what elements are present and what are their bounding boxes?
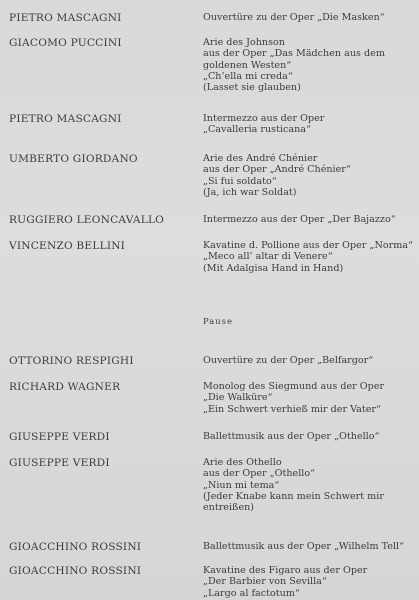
work-line: „Ch’ella mi creda“ [203,70,293,82]
work-line: aus der Oper „André Chénier“ [203,164,351,176]
work-line: aus der Oper „Othello“ [203,468,316,480]
composer-name: GIUSEPPE VERDI [9,457,110,469]
work-description [203,214,415,225]
work-line: (Mit Adalgisa Hand in Hand) [203,262,344,274]
work-line: (Ja, ich war Soldat) [203,186,297,198]
work-line: „Niun mi tema“ [203,479,280,491]
composer-name: RICHARD WAGNER [9,381,121,393]
work-description [203,541,415,552]
work-line: Ouvertüre zu der Oper „Belfargor“ [203,355,374,366]
work-line: Arie des André Chénier [203,153,318,164]
work-description [203,565,415,599]
composer-name: GIUSEPPE VERDI [9,431,110,443]
work-line: Intermezzo aus der Oper [203,113,325,124]
work-description [203,457,415,513]
work-line: Kavatine d. Pollione aus der Oper „Norma“ [203,240,413,251]
work-line: goldenen Westen“ [203,59,292,71]
work-description [203,12,415,23]
work-line: „Cavalleria rusticana“ [203,124,311,136]
composer-name: GIOACCHINO ROSSINI [9,565,142,577]
work-line: entreißen) [203,502,255,514]
work-line: (Jeder Knabe kann mein Schwert mir [203,490,384,502]
work-line: „Der Barbier von Sevilla“ [203,576,327,588]
work-line: Monolog des Siegmund aus der Oper [203,381,385,392]
work-line: Arie des Othello [203,457,282,468]
work-line: „Largo al factotum“ [203,587,300,599]
work-description [203,431,415,442]
work-line: Ballettmusik aus der Oper „Wilhelm Tell“ [203,541,404,552]
work-description [203,37,415,93]
composer-name: GIOACCHINO ROSSINI [9,541,142,553]
work-line: „Meco all’ altar di Venere“ [203,251,333,263]
work-line: Kavatine des Figaro aus der Oper [203,565,368,576]
work-line: „Si fui soldato“ [203,175,277,187]
work-line: „Ein Schwert verhieß mir der Vater“ [203,403,381,415]
work-line: Ouvertüre zu der Oper „Die Masken“ [203,12,385,23]
work-line: Arie des Johnson [203,37,285,48]
composer-name: UMBERTO GIORDANO [9,153,138,165]
work-description [203,355,415,366]
work-line: Intermezzo aus der Oper „Der Bajazzo“ [203,214,396,225]
composer-name: PIETRO MASCAGNI [9,113,122,125]
work-description [203,153,415,198]
pause-label: Pause [203,316,233,326]
work-description [203,113,415,136]
composer-name: RUGGIERO LEONCAVALLO [9,214,165,226]
composer-name: GIACOMO PUCCINI [9,37,122,49]
work-description [203,381,415,415]
composer-name: PIETRO MASCAGNI [9,12,122,24]
composer-name: OTTORINO RESPIGHI [9,355,134,367]
work-line: aus der Oper „Das Mädchen aus dem [203,48,385,60]
work-line: „Die Walküre“ [203,392,273,404]
work-line: (Lasset sie glauben) [203,82,301,94]
work-description [203,240,415,274]
work-line: Ballettmusik aus der Oper „Othello“ [203,431,380,442]
composer-name: VINCENZO BELLINI [9,240,126,252]
